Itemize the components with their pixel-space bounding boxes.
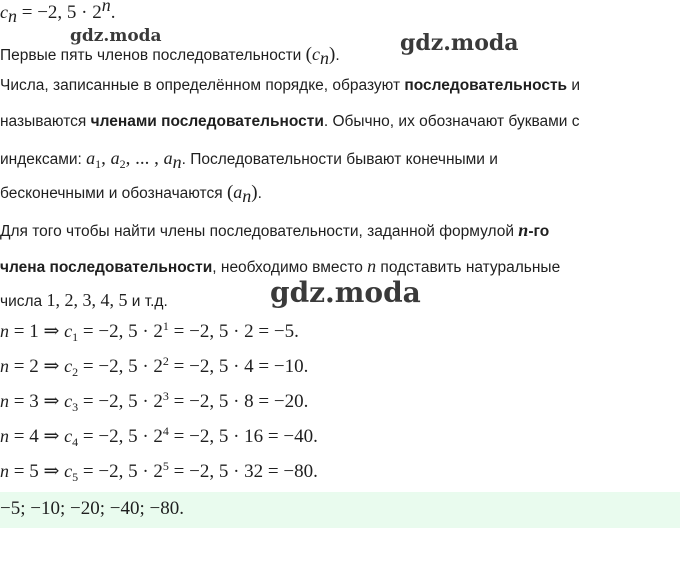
row-sub: 5 (72, 470, 79, 484)
row-pow: 4 (162, 424, 169, 438)
row-n: 5 (29, 461, 39, 482)
computation-row: n = 1 ⇒ $c_1 = -2$, $5 \cdot 2^1 = -2$, 5 · 2 = −5. (0, 319, 299, 344)
computation-row: n = 3 ⇒ $c_3 = -2$, $5 \cdot 2^3 = -2$, 5 · 8 = −20. (0, 389, 309, 414)
row-pow: 3 (162, 389, 169, 403)
definition-line-4: бесконечными и обозначаются $(a_n)$. (0, 182, 262, 206)
computation-row: n = 2 ⇒ $c_2 = -2$, $5 \cdot 2^2 = -2$, 5 · 4 = −10. (0, 354, 309, 379)
computation-row: n = 5 ⇒ $c_5 = -2$, $5 \cdot 2^5 = -2$, 5 · 32 = −80. (0, 459, 318, 484)
row-sub: 4 (72, 435, 79, 449)
row-sub: 1 (72, 330, 79, 344)
computation-row: n = 4 ⇒ $c_4 = -2$, $5 \cdot 2^4 = -2$, 5 · 16 = −40. (0, 424, 318, 449)
row-sub: 3 (72, 400, 79, 414)
row-res: −20 (273, 391, 304, 412)
row-res: −10 (273, 356, 304, 377)
row-n: 4 (29, 426, 39, 447)
row-pow: 5 (162, 459, 169, 473)
row-res: −40 (283, 426, 314, 447)
row-val: 2 (244, 321, 254, 342)
row-sub: 2 (72, 365, 79, 379)
definition-line-2: называются членами последовательности. Обычно, их обозначают буквами с (0, 113, 580, 130)
row-n: 3 (29, 391, 39, 412)
watermark: gdz.moda (70, 26, 162, 46)
formula: $c_n = -2$, $5 \cdot 2^n$. (0, 0, 116, 26)
method-line-2: члена последовательности, необходимо вместо n подставить натуральные (0, 256, 561, 276)
watermark: gdz.moda (400, 30, 519, 56)
row-val: 16 (244, 426, 264, 447)
intro-text: Первые пять членов последовательности (0, 47, 302, 64)
row-n: 1 (29, 321, 39, 342)
method-line-3: числа 1, 2, 3, 4, 5 и т.д. (0, 290, 168, 310)
definition-line-1: Числа, записанные в определённом порядке, образуют последовательность и (0, 77, 581, 94)
row-res: −5 (273, 321, 295, 342)
seq-notation: $(c_n)$ (305, 44, 336, 68)
row-val: 32 (244, 461, 264, 482)
watermark: gdz.moda (270, 276, 421, 309)
row-pow: 2 (162, 354, 169, 368)
row-pow: 1 (162, 319, 169, 333)
method-line-1: Для того чтобы найти члены последовательности, заданной формулой n-го (0, 220, 550, 240)
row-val: 4 (244, 356, 254, 377)
definition-line-3: индексами: $a_1$, $a_2$, ... , $a_n$. Последовательности бывают конечными и (0, 148, 498, 172)
row-n: 2 (29, 356, 39, 377)
answer: −5; −10; −20; −40; −80. (0, 498, 184, 519)
intro-line: Первые пять членов последовательности $(c_n)$. (0, 44, 340, 68)
row-res: −80 (283, 461, 314, 482)
row-val: 8 (244, 391, 254, 412)
